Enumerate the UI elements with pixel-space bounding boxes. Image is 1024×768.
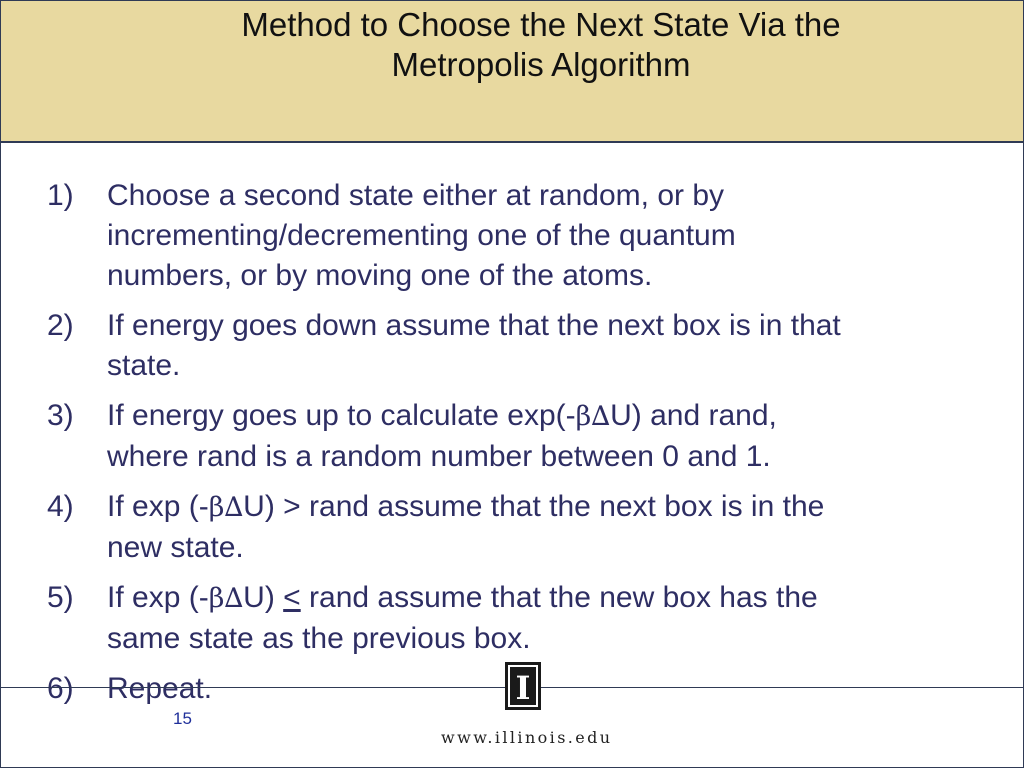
list-text-line: new state. <box>107 531 244 564</box>
list-text-line <box>107 487 1017 528</box>
text-segment: If exp (- <box>107 490 209 523</box>
text-segment: U) > rand assume that the next box is in the <box>243 490 825 523</box>
list-number: 4) <box>47 490 74 523</box>
list-text-line: numbers, or by moving one of the atoms. <box>107 259 653 292</box>
beta-symbol: β <box>575 401 592 432</box>
slide-title-line-1: Method to Choose the Next State Via the <box>241 6 841 43</box>
beta-symbol: β <box>208 583 225 614</box>
slide-title-line-2: Metropolis Algorithm <box>391 46 691 83</box>
text-segment: U) <box>243 581 284 614</box>
title-band <box>1 1 1023 143</box>
list-number: 1) <box>47 179 74 212</box>
list-item-4 <box>47 487 1017 568</box>
list-text-line: incrementing/decrementing one of the quantum <box>107 219 736 252</box>
list-item-2 <box>47 306 1017 386</box>
slide-title <box>91 5 991 85</box>
text-segment: If exp (- <box>107 581 209 614</box>
list-text-line: Repeat. <box>107 672 213 705</box>
page-number: 15 <box>173 709 192 728</box>
list-text-line <box>107 396 1017 437</box>
list-item-1 <box>47 176 1017 296</box>
list-number: 5) <box>47 581 74 614</box>
logo-letter: I <box>515 669 531 707</box>
list-item-5 <box>47 578 1017 659</box>
delta-symbol: ∆ <box>224 583 244 614</box>
beta-symbol: β <box>208 492 225 523</box>
text-segment: rand assume that the new box has the <box>300 581 818 614</box>
illinois-logo <box>505 662 541 710</box>
website-url: www.illinois.edu <box>441 728 613 747</box>
text-segment: U) and rand, <box>610 399 777 432</box>
list-text-line: where rand is a random number between 0 and 1. <box>107 440 771 473</box>
list-text-line: same state as the previous box. <box>107 622 531 655</box>
list-number: 6) <box>47 672 74 705</box>
less-than-or-equal-symbol: < <box>283 581 301 614</box>
list-number: 2) <box>47 309 74 342</box>
list-number: 3) <box>47 399 74 432</box>
list-text-line: state. <box>107 349 181 382</box>
list-item-3 <box>47 396 1017 477</box>
list-text-line: If energy goes down assume that the next box is in that <box>107 309 841 342</box>
delta-symbol: ∆ <box>224 492 244 523</box>
text-segment: If energy goes up to calculate exp(- <box>107 399 576 432</box>
list-text-line: Choose a second state either at random, or by <box>107 179 725 212</box>
delta-symbol: ∆ <box>591 401 611 432</box>
numbered-list <box>47 176 1017 719</box>
list-text-line <box>107 578 1017 619</box>
